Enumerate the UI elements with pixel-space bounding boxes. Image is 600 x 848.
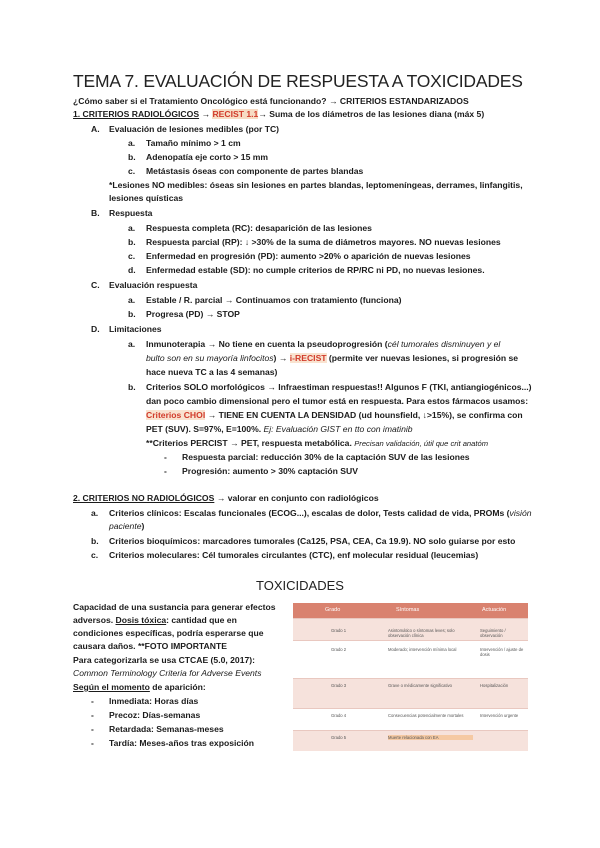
item-d-b-5: **Criterios PERCIST → PET, respuesta metabólica. Precisan validación, útil que crit anatóm [146, 438, 489, 448]
item-a-line: A. Evaluación de lesiones medibles (por TC) [91, 124, 280, 134]
choi-highlight: Criterios CHOI [146, 410, 206, 420]
section2-a-1: a. Criterios clínicos: Escalas funcionales (ECOG...), escalas de dolor, Tests calidad de vida, PROMs (visión [91, 508, 532, 518]
header-sintomas: Síntomas [396, 607, 420, 613]
ctcae-table-image [293, 603, 528, 750]
section2-b: b. Criterios bioquímicos: marcadores tumorales (Ca125, PSA, CEA, Ca 19.9). NO solo guiarse por esto [91, 536, 516, 546]
section2-c: c. Criterios moleculares: Cél tumorales circulantes (CTC), enf molecular residual (leucemias) [91, 550, 479, 560]
item-b-line: B. Respuesta [91, 208, 153, 218]
page-title: TEMA 7. EVALUACIÓN DE RESPUESTA A TOXICIDADES [73, 71, 523, 91]
section1-arrow: → [201, 109, 211, 119]
tox-item: - Precoz: Días-semanas [91, 710, 201, 720]
header-grado: Grado [325, 607, 341, 613]
recist-highlight: RECIST 1.1 [212, 109, 259, 119]
tox-line-2: adversos. Dosis tóxica: cantidad que en [73, 615, 237, 625]
header-actuacion: Actuación [482, 607, 507, 613]
irecist-highlight: i-RECIST [289, 353, 327, 363]
item-d-line: D. Limitaciones [91, 324, 162, 334]
section2-heading-line: 2. CRITERIOS NO RADIOLÓGICOS → valorar en conjunto con radiológicos [73, 493, 379, 503]
intro-line: ¿Cómo saber si el Tratamiento Oncológico está funcionando? → CRITERIOS ESTANDARIZADOS [73, 96, 469, 106]
tox-item: - Inmediata: Horas días [91, 696, 199, 706]
item-d-b-7: - Progresión: aumento > 30% captación SUV [164, 466, 358, 476]
item-d-a-3: hace nueva TC a las 4 semanas) [146, 367, 278, 377]
table-row: Grado 3 Grave o médicamente significativo Hospitalización [293, 678, 528, 709]
tox-line-3: condiciones específicas, podría esperarse que [73, 628, 264, 638]
table-row: Grado 2 Moderado; intervención mínima local Intervención / ajuste de dosis [293, 640, 528, 679]
tox-item: - Tardía: Meses-años tras exposición [91, 738, 255, 748]
item-a-a: a. Tamaño mínimo > 1 cm [128, 138, 241, 148]
item-d-b-1: b. Criterios SOLO morfológicos → Infraestiman respuestas!! Algunos F (TKI, antiangiogénicos...) [128, 382, 532, 392]
section2-heading: 2. CRITERIOS NO RADIOLÓGICOS [73, 493, 215, 503]
item-a-c: c. Metástasis óseas con componente de partes blandas [128, 166, 364, 176]
tox-line-7: Según el momento de aparición: [73, 682, 206, 692]
item-c-b: b. Progresa (PD) → STOP [128, 309, 240, 319]
item-d-b-6: - Respuesta parcial: reducción 30% de la captación SUV de las lesiones [164, 452, 470, 462]
item-d-a-2: bulto son en su mayoría linfocitos) → i-RECIST (permite ver nuevas lesiones, si progresión se [146, 353, 519, 363]
section1-rest: → Suma de los diámetros de las lesiones diana (máx 5) [258, 109, 485, 119]
item-a-b: b. Adenopatía eje corto > 15 mm [128, 152, 269, 162]
tox-line-1: Capacidad de una sustancia para generar efectos [73, 602, 276, 612]
toxicidades-title: TOXICIDADES [256, 578, 344, 593]
item-b-b: b. Respuesta parcial (RP): ↓ >30% de la suma de diámetros mayores. NO nuevas lesiones [128, 237, 501, 247]
section2-a-2: paciente) [109, 521, 145, 531]
table-row: Grado 4 Consecuencias potencialmente mortales Intervención urgente [293, 708, 528, 731]
note-lesiones-2: lesiones quísticas [109, 193, 184, 203]
section1-heading: 1. CRITERIOS RADIOLÓGICOS [73, 109, 200, 119]
item-d-b-3: Criterios CHOI → TIENE EN CUENTA LA DENSIDAD (ud hounsfield, ↓>15%), se confirma con [146, 410, 523, 420]
tox-line-5: Para categorizarla se usa CTCAE (5.0, 2017): [73, 655, 255, 665]
tox-line-6: Common Terminology Criteria for Adverse Events [73, 668, 262, 678]
table-row: Grado 5 Muerte relacionada con EA [293, 730, 528, 751]
note-lesiones-1: *Lesiones NO medibles: óseas sin lesiones en partes blandas, leptomeníngeas, derrames, linfangitis, [109, 180, 523, 190]
item-d-b-2: dan poco cambio dimensional pero el tumor está en respuesta. Para estos fármacos usamos: [146, 396, 529, 406]
item-d-b-4: PET (SUV). S=97%, E=100%. Ej: Evaluación GIST en tto con imatinib [146, 424, 413, 434]
tox-line-4: causara daños. **FOTO IMPORTANTE [73, 641, 227, 651]
item-b-d: d. Enfermedad estable (SD): no cumple criterios de RP/RC ni PD, no nuevas lesiones. [128, 265, 485, 275]
item-d-a-1: a. Inmunoterapia → No tiene en cuenta la pseudoprogresión (cél tumorales disminuyen y el [128, 339, 501, 349]
table-header [293, 603, 528, 618]
item-c-a: a. Estable / R. parcial → Continuamos con tratamiento (funciona) [128, 295, 402, 305]
tox-item: - Retardada: Semanas-meses [91, 724, 224, 734]
item-c-line: C. Evaluación respuesta [91, 280, 198, 290]
item-b-a: a. Respuesta completa (RC): desaparición de las lesiones [128, 223, 372, 233]
table-row: Grado 1 Asintomático o síntomas leves; solo observación clínica Seguimiento / observación [293, 618, 528, 641]
section1-heading-line [73, 109, 484, 120]
item-b-c: c. Enfermedad en progresión (PD): aumento >20% o aparición de nuevas lesiones [128, 251, 471, 261]
